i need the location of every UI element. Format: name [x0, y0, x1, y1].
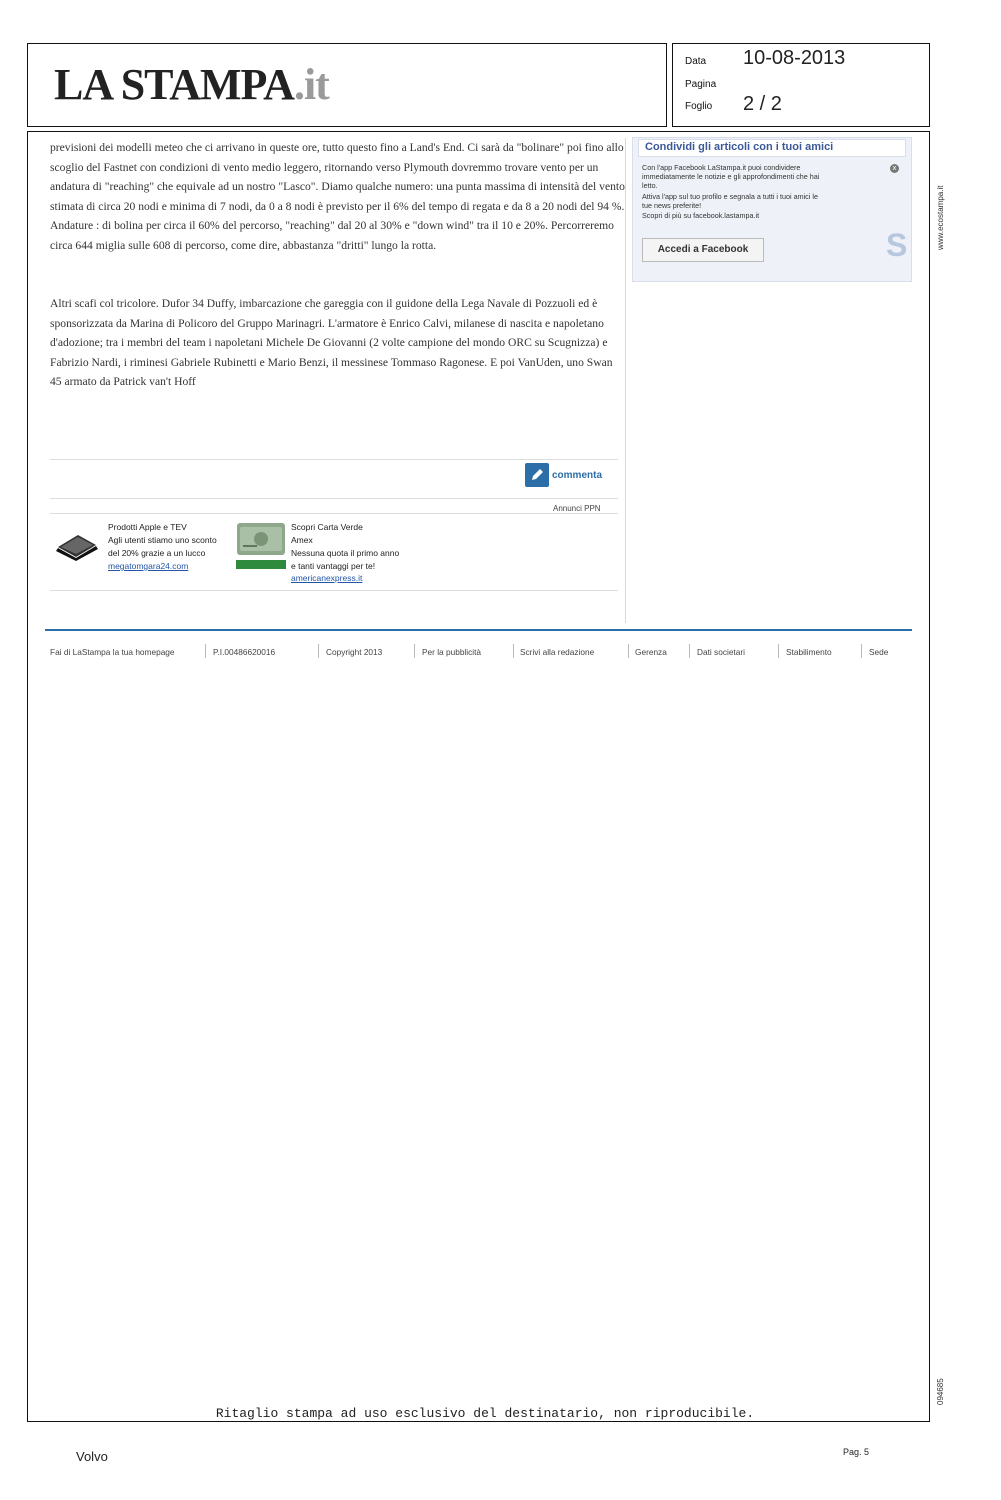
data-label: Data	[685, 56, 707, 67]
facebook-panel-link[interactable]: Scopri di più su facebook.lastampa.it	[642, 211, 760, 220]
divider	[50, 590, 618, 591]
facebook-panel-text: Con l'app Facebook LaStampa.it puoi condividere	[642, 163, 801, 172]
facebook-panel-text: letto.	[642, 181, 658, 190]
ad-2-line: Nessuna quota il primo anno	[291, 548, 400, 558]
ads-label: Annunci PPN	[553, 504, 601, 513]
page-number: Pag. 5	[843, 1447, 870, 1457]
footer-link-redazione[interactable]: Scrivi alla redazione	[520, 647, 595, 657]
footer-link-stabilimento[interactable]: Stabilimento	[786, 647, 832, 657]
ad-2-badge[interactable]	[236, 560, 286, 569]
facebook-panel-title: Condividi gli articoli con i tuoi amici	[645, 141, 834, 153]
la-stampa-logo: LA STAMPA.it	[54, 60, 329, 109]
footer-link-homepage[interactable]: Fai di LaStampa la tua homepage	[50, 647, 175, 657]
ad-1-line: Agli utenti stiamo uno sconto	[108, 535, 217, 545]
ad-2-line: Amex	[291, 535, 313, 545]
divider	[50, 459, 618, 460]
divider	[50, 498, 618, 499]
footer-link-dati-societari[interactable]: Dati societari	[697, 647, 745, 657]
footer-separator	[861, 644, 862, 658]
laptop-icon[interactable]	[52, 527, 100, 563]
facebook-login-button[interactable]: Accedi a Facebook	[642, 238, 764, 262]
footer-separator	[205, 644, 206, 658]
ad-1-line: Prodotti Apple e TEV	[108, 522, 187, 532]
footer-separator	[628, 644, 629, 658]
divider	[50, 513, 618, 514]
ad-2-line: e tanti vantaggi per te!	[291, 561, 376, 571]
facebook-panel-logo: S	[886, 227, 908, 263]
ad-1-line: del 20% grazie a un lucco	[108, 548, 206, 558]
facebook-panel-text: Attiva l'app sul tuo profilo e segnala a tutti i tuoi amici le	[642, 192, 818, 201]
comment-pencil-icon[interactable]	[525, 463, 549, 487]
footer-separator	[414, 644, 415, 658]
article-paragraph-2: Altri scafi col tricolore. Dufor 34 Duffy, imbarcazione che gareggia con il guidone della Lega Navale di Pozzuoli ed è sponsorizzata da Marina di Policoro del Gruppo Marinagri. L'armatore è Enrico Calvi, milanese di nascita e napoletano d'adozione; tra i membri del team i napoletani Michele De Giovanni (2 volte campione del mondo ORC su Scugnizza) e Fabrizio Nardi, i riminesi Gabriele Rubinetti e Mario Benzi, il messinese Tommaso Ragonese. E poi VanUden, uno Swan 45 armato da Patrick van't Hoff	[50, 297, 613, 388]
pagina-label: Pagina	[685, 79, 717, 90]
side-code: 094685	[936, 1378, 945, 1405]
foglio-value: 2 / 2	[743, 93, 782, 115]
footer-link-sede[interactable]: Sede	[869, 647, 889, 657]
footer-rule	[45, 629, 912, 631]
footer-separator	[689, 644, 690, 658]
footer-link-copyright[interactable]: Copyright 2013	[326, 647, 383, 657]
ad-1-link[interactable]: megatomgara24.com	[108, 561, 189, 571]
ad-2-line: Scopri Carta Verde	[291, 522, 363, 532]
column-divider	[625, 138, 626, 623]
footer-separator	[318, 644, 319, 658]
reproduction-notice: Ritaglio stampa ad uso esclusivo del destinatario, non riproducibile.	[215, 1406, 755, 1421]
facebook-panel-text: immediatamente le notizie e gli approfondimenti che hai	[642, 172, 820, 181]
foglio-label: Foglio	[685, 101, 713, 112]
footer-separator	[778, 644, 779, 658]
article-paragraph-1: previsioni dei modelli meteo che ci arrivano in queste ore, tutto questo fino a Land's End. Ci sarà da "bolinare" poi fino allo scoglio del Fastnet con condizioni di vento medio leggero, ritornando verso Plymouth dovremmo trovare vento per un andatura di "reaching" che equivale ad un nostro "Lasco". Diamo qualche numero: una punta massima di intensità del vento stimata di circa 20 nodi e minima di 7 nodi, da 0 a 8 nodi è previsto per il 6% del tempo di regata e da 8 a 20 nodi del 94 %. Andature : di bolina per circa il 60% del percorso, "reaching" dal 20 al 30% e "down wind" tra il 10 e 20%. Percorreremo circa 644 miglia sulle 608 di percorso, come dire, abbastanza "dritti" lungo la rotta.	[50, 141, 625, 252]
credit-card-icon[interactable]	[237, 523, 285, 555]
side-website: www.ecostampa.it	[936, 185, 945, 250]
footer-separator	[513, 644, 514, 658]
data-value: 10-08-2013	[743, 47, 846, 69]
ad-2-link[interactable]: americanexpress.it	[291, 573, 363, 583]
footer-link-gerenza[interactable]: Gerenza	[635, 647, 667, 657]
client-name: Volvo	[76, 1449, 108, 1464]
footer-link-pubblicita[interactable]: Per la pubblicità	[422, 647, 482, 657]
facebook-panel-text: tue news preferite!	[642, 201, 702, 210]
close-icon[interactable]: x	[890, 164, 899, 173]
footer-link-piva[interactable]: P.I.00486620016	[213, 647, 276, 657]
comment-link[interactable]: commenta	[552, 470, 603, 481]
